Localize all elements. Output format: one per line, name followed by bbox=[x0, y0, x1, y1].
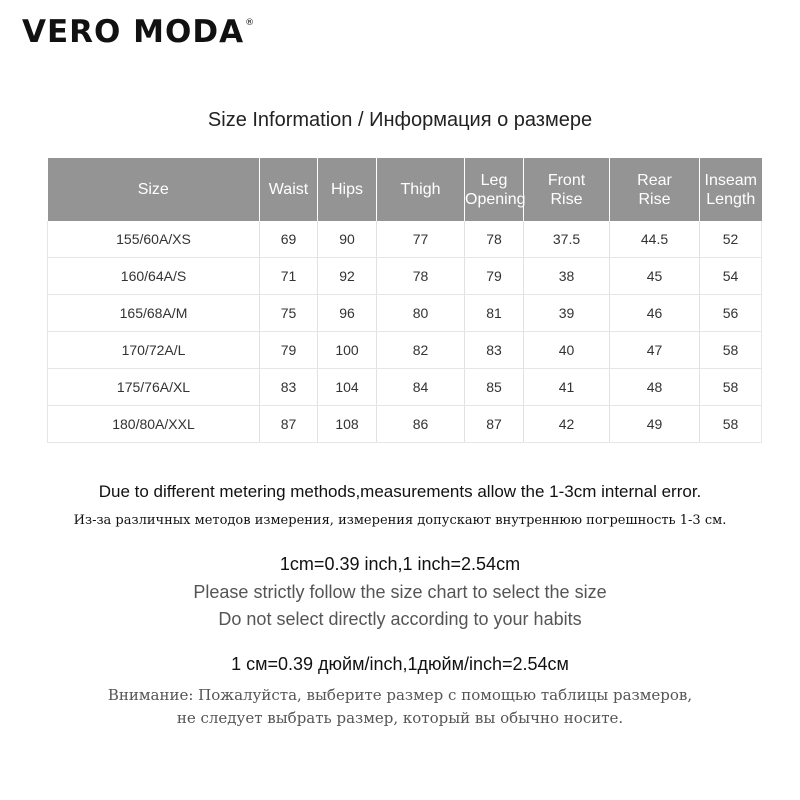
measurement-cell: 56 bbox=[700, 295, 762, 332]
measurement-cell: 77 bbox=[377, 221, 465, 258]
column-header bbox=[260, 158, 318, 221]
table-row bbox=[48, 406, 762, 443]
measurement-cell: 83 bbox=[465, 332, 524, 369]
measurement-cell: 38 bbox=[524, 258, 610, 295]
table-row bbox=[48, 221, 762, 258]
measurement-cell: 39 bbox=[524, 295, 610, 332]
measurement-cell: 71 bbox=[260, 258, 318, 295]
size-table-header bbox=[48, 158, 762, 221]
measurement-cell: 108 bbox=[318, 406, 377, 443]
measurement-cell: 100 bbox=[318, 332, 377, 369]
column-header bbox=[465, 158, 524, 221]
measurement-cell: 47 bbox=[610, 332, 700, 369]
measurement-cell: 85 bbox=[465, 369, 524, 406]
measurement-cell: 46 bbox=[610, 295, 700, 332]
measurement-cell: 79 bbox=[260, 332, 318, 369]
column-header-label: Size bbox=[137, 181, 169, 198]
size-advice-line-1-ru: Внимание: Пожалуйста, выберите размер с помощью таблицы размеров, bbox=[107, 686, 693, 704]
measurement-cell: 79 bbox=[465, 258, 524, 295]
table-row bbox=[48, 369, 762, 406]
measurement-cell: 48 bbox=[610, 369, 700, 406]
unit-conversion-ru: 1 см=0.39 дюйм/inch,1дюйм/inch=2.54см bbox=[231, 654, 569, 674]
column-header bbox=[700, 158, 762, 221]
column-header-label: Inseam bbox=[704, 171, 757, 189]
measurement-cell: 58 bbox=[700, 332, 762, 369]
unit-conversion-en: 1cm=0.39 inch,1 inch=2.54cm bbox=[279, 554, 521, 574]
measurement-cell: 75 bbox=[260, 295, 318, 332]
column-header bbox=[524, 158, 610, 221]
measurement-cell: 44.5 bbox=[610, 221, 700, 258]
size-label-cell: 175/76A/XL bbox=[48, 369, 260, 406]
measurement-cell: 80 bbox=[377, 295, 465, 332]
measurement-cell: 78 bbox=[377, 258, 465, 295]
measurement-cell: 81 bbox=[465, 295, 524, 332]
trademark-symbol: ® bbox=[245, 18, 256, 28]
column-header-label: Hips bbox=[330, 181, 363, 198]
measurement-cell: 54 bbox=[700, 258, 762, 295]
measurement-cell: 84 bbox=[377, 369, 465, 406]
column-header-label: Length bbox=[706, 190, 756, 208]
size-label-cell: 155/60A/XS bbox=[48, 221, 260, 258]
measurement-cell: 37.5 bbox=[524, 221, 610, 258]
measurement-cell: 42 bbox=[524, 406, 610, 443]
measurement-cell: 49 bbox=[610, 406, 700, 443]
measurement-cell: 83 bbox=[260, 369, 318, 406]
column-header bbox=[48, 158, 260, 221]
measurement-cell: 45 bbox=[610, 258, 700, 295]
measurement-cell: 90 bbox=[318, 221, 377, 258]
column-header-label: Front bbox=[547, 171, 586, 189]
column-header-label: Rise bbox=[638, 190, 671, 208]
column-header bbox=[318, 158, 377, 221]
table-row bbox=[48, 332, 762, 369]
measurement-cell: 40 bbox=[524, 332, 610, 369]
measurement-cell: 58 bbox=[700, 369, 762, 406]
measurement-cell: 92 bbox=[318, 258, 377, 295]
header-row bbox=[48, 158, 762, 221]
column-header bbox=[377, 158, 465, 221]
column-header-label: Waist bbox=[268, 181, 309, 198]
column-header-label: Thigh bbox=[400, 181, 441, 198]
measurement-error-note-ru: Из-за различных методов измерения, измерения допускают внутреннюю погрешность 1-3 см. bbox=[73, 513, 727, 528]
column-header bbox=[610, 158, 700, 221]
measurement-cell: 78 bbox=[465, 221, 524, 258]
table-row bbox=[48, 258, 762, 295]
measurement-cell: 87 bbox=[260, 406, 318, 443]
column-header-label: Opening bbox=[465, 190, 526, 208]
measurement-cell: 86 bbox=[377, 406, 465, 443]
measurement-cell: 87 bbox=[465, 406, 524, 443]
size-table bbox=[47, 158, 762, 443]
column-header-label: Rise bbox=[550, 190, 583, 208]
measurement-cell: 96 bbox=[318, 295, 377, 332]
measurement-error-note-en: Due to different metering methods,measurements allow the 1-3cm internal error. bbox=[98, 482, 702, 501]
page-title: Size Information / Информация о размере bbox=[207, 109, 593, 131]
size-label-cell: 180/80A/XXL bbox=[48, 406, 260, 443]
size-label-cell: 170/72A/L bbox=[48, 332, 260, 369]
size-advice-line-2-ru: не следует выбрать размер, который вы обычно носите. bbox=[176, 709, 624, 727]
measurement-cell: 41 bbox=[524, 369, 610, 406]
measurement-cell: 82 bbox=[377, 332, 465, 369]
measurement-cell: 58 bbox=[700, 406, 762, 443]
brand-logo bbox=[22, 14, 255, 50]
measurement-cell: 104 bbox=[318, 369, 377, 406]
size-advice-line-2-en: Do not select directly according to your habits bbox=[218, 609, 582, 629]
size-table-body bbox=[48, 221, 762, 443]
measurement-cell: 69 bbox=[260, 221, 318, 258]
table-row bbox=[48, 295, 762, 332]
measurement-cell: 52 bbox=[700, 221, 762, 258]
brand-name: VERO MODA bbox=[22, 14, 245, 50]
column-header-label: Leg bbox=[480, 171, 508, 189]
size-label-cell: 160/64A/S bbox=[48, 258, 260, 295]
size-advice-line-1-en: Please strictly follow the size chart to select the size bbox=[193, 582, 607, 602]
size-label-cell: 165/68A/M bbox=[48, 295, 260, 332]
column-header-label: Rear bbox=[637, 171, 672, 189]
